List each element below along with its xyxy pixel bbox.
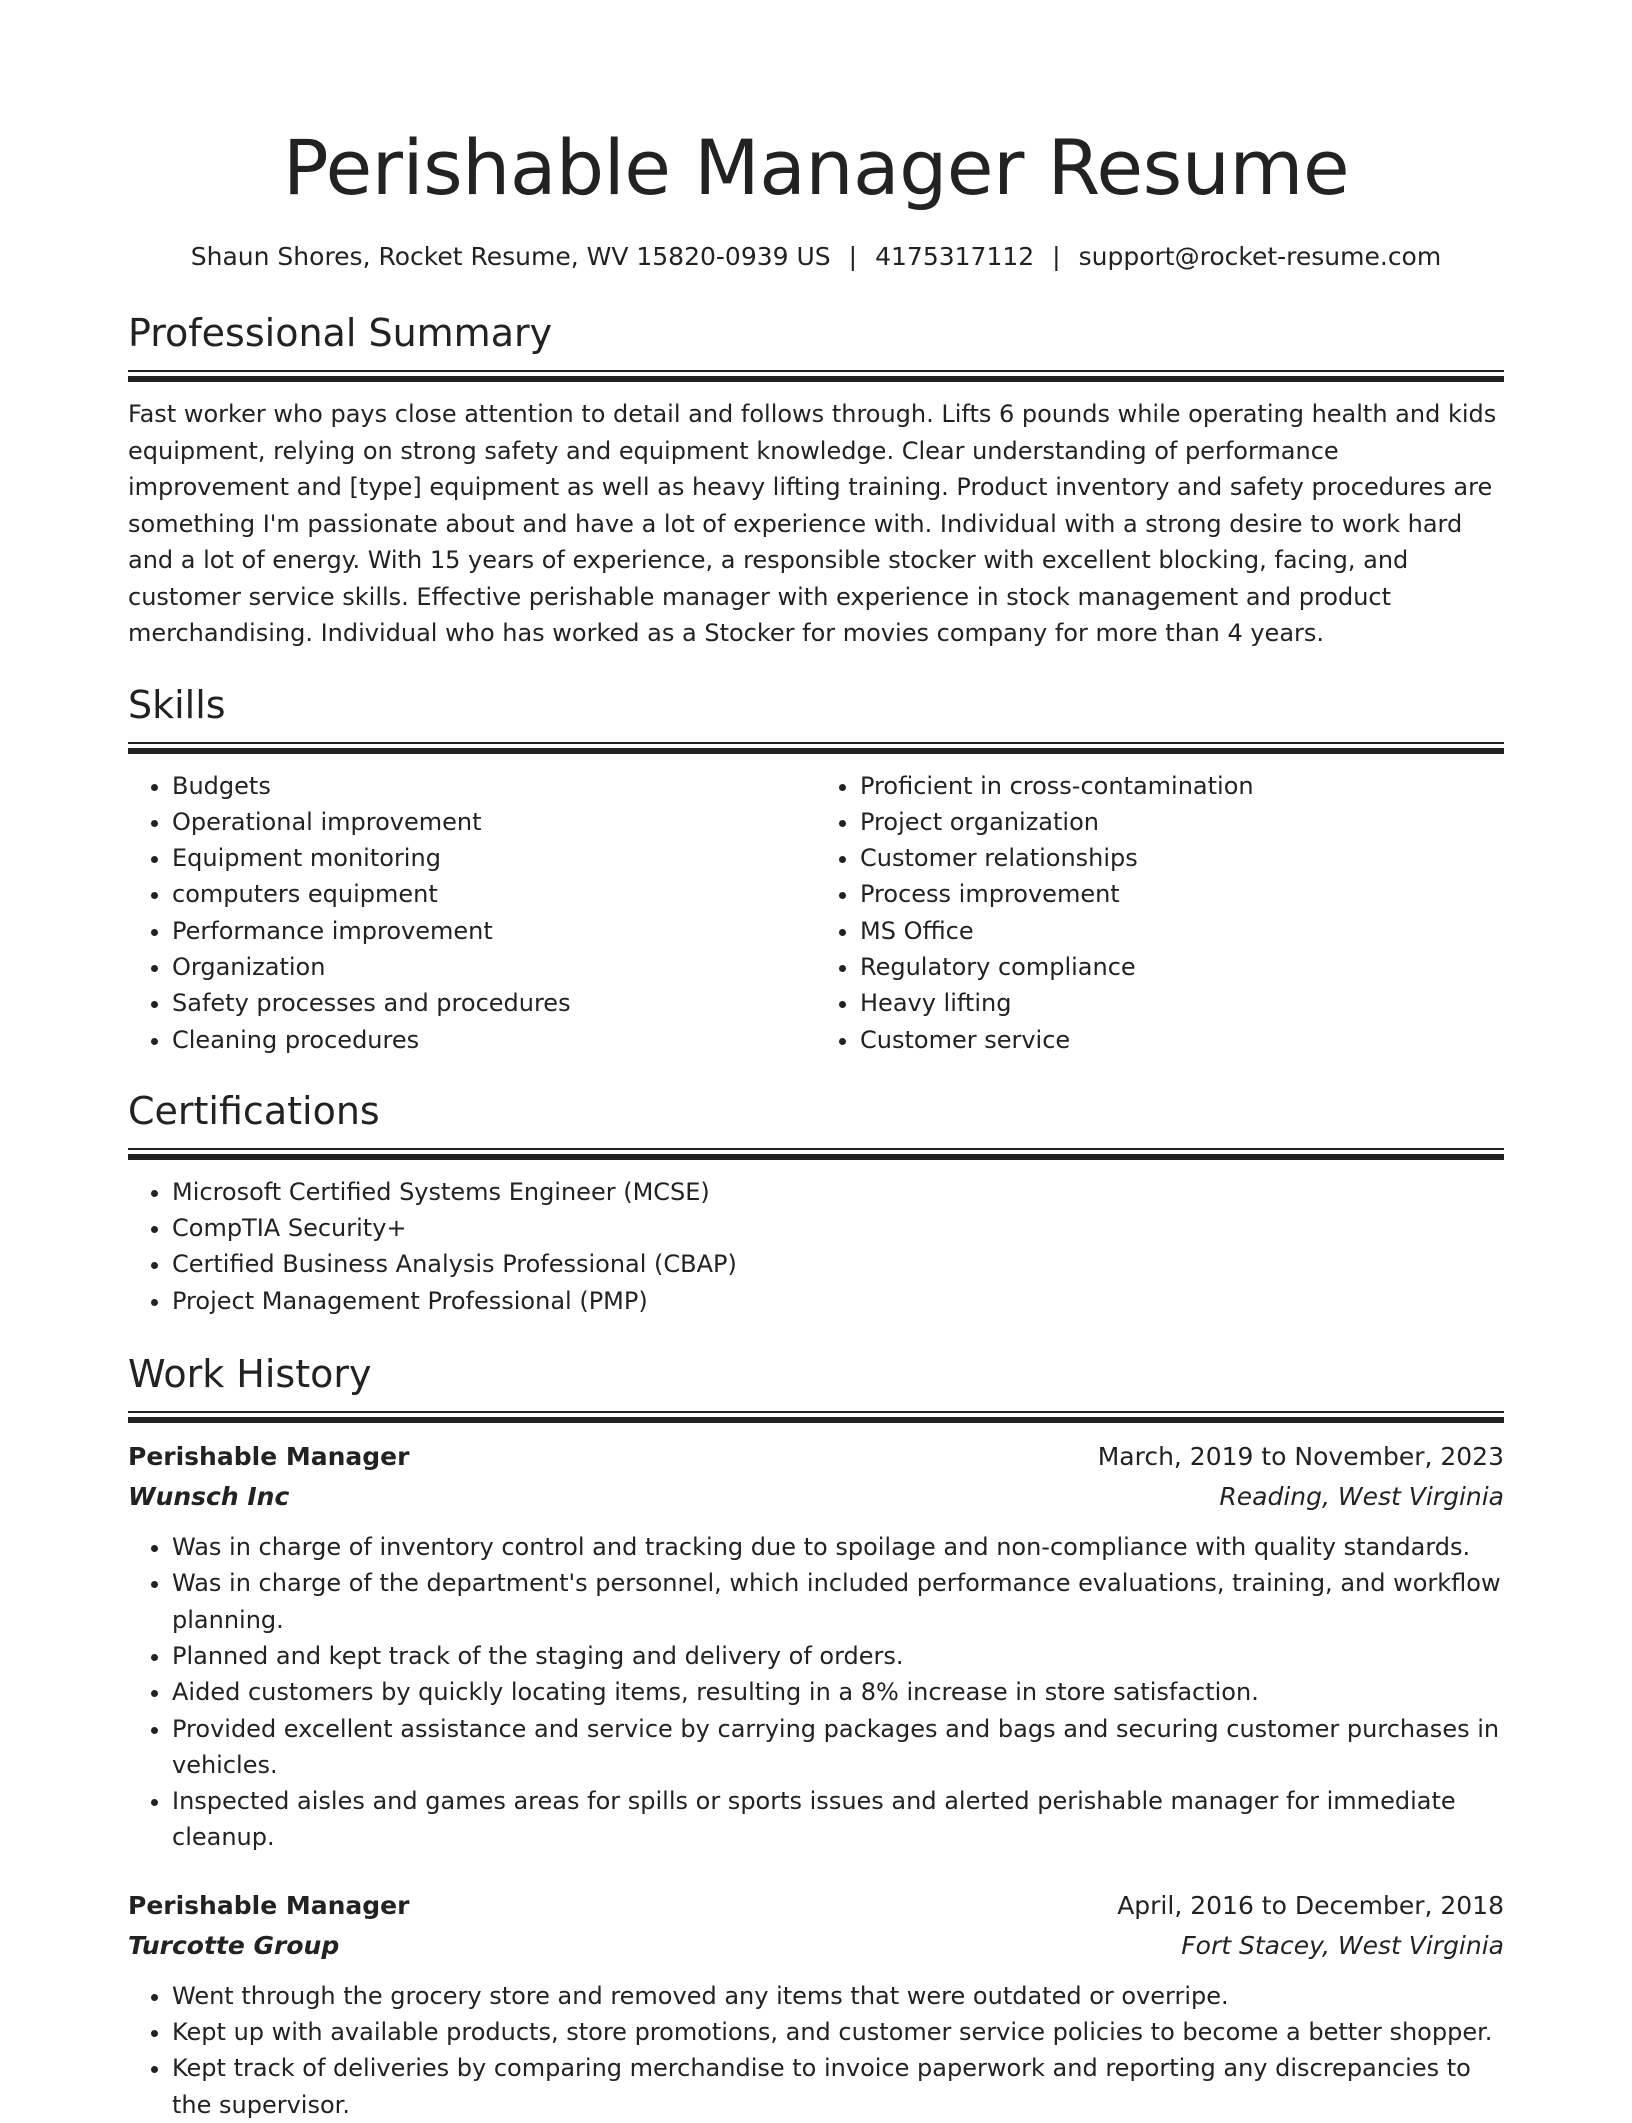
certification-item: • CompTIA Security+: [172, 1210, 1504, 1246]
skill-item: • Customer relationships: [860, 840, 1504, 876]
summary-heading: Professional Summary: [128, 311, 553, 355]
job-header: [128, 1886, 1504, 1926]
skills-heading: Skills: [128, 682, 226, 727]
certifications-list: [128, 1174, 1504, 1319]
skill-item: • Equipment monitoring: [172, 840, 816, 876]
skill-item: • Budgets: [172, 768, 816, 804]
job-duty: • Inspected aisles and games areas for spills or sports issues and alerted perishable manager for immediate cleanup.: [172, 1783, 1504, 1856]
job-subheader: [128, 1477, 1504, 1517]
skill-item: • Project organization: [860, 804, 1504, 840]
skill-item: • Customer service: [860, 1022, 1504, 1058]
certification-item: • Microsoft Certified Systems Engineer (MCSE): [172, 1174, 1504, 1210]
skill-item: • computers equipment: [172, 876, 816, 912]
job-header: [128, 1437, 1504, 1477]
job-duty: • Aided customers by quickly locating items, resulting in a 8% increase in store satisfaction.: [172, 1674, 1504, 1710]
job-title: Perishable Manager: [128, 1442, 410, 1472]
contact-address: Shaun Shores, Rocket Resume, WV 15820-0939 US: [190, 242, 831, 271]
work-history-heading: Work History: [128, 1352, 372, 1397]
job-duty: • Was in charge of inventory control and tracking due to spoilage and non-compliance with quality standards.: [172, 1529, 1504, 1565]
contact-line: [128, 240, 1504, 274]
certifications-section: [128, 1086, 1504, 1319]
section-divider: [128, 1411, 1504, 1423]
work-history-section: [128, 1349, 1504, 2123]
job-company: Turcotte Group: [128, 1930, 340, 1960]
skill-item: • Operational improvement: [172, 804, 816, 840]
job-dates: March, 2019 to November, 2023: [1097, 1442, 1504, 1472]
job-dates: April, 2016 to December, 2018: [1117, 1890, 1504, 1920]
resume-page: [128, 0, 1504, 2123]
job-duty: • Was in charge of the department's personnel, which included performance evaluations, training, and workflow planning.: [172, 1565, 1504, 1638]
summary-section: [128, 308, 1504, 652]
job-duty: • Went through the grocery store and removed any items that were outdated or overripe.: [172, 1978, 1504, 2014]
contact-separator: |: [1052, 242, 1061, 271]
job-duty: • Kept track of deliveries by comparing merchandise to invoice paperwork and reporting any discrepancies to the supervisor.: [172, 2050, 1504, 2123]
job-duties-list: [128, 1529, 1504, 1856]
skill-item: • Regulatory compliance: [860, 949, 1504, 985]
contact-separator: |: [848, 242, 858, 271]
certification-item: • Certified Business Analysis Professional (CBAP): [172, 1246, 1504, 1282]
skills-list-right: [816, 768, 1504, 1058]
job-duties-list: [128, 1978, 1504, 2123]
skills-list-left: [128, 768, 816, 1058]
skill-item: • Proficient in cross-contamination: [860, 768, 1504, 804]
skills-columns: [128, 768, 1504, 1058]
job-duty: • Kept up with available products, store promotions, and customer service policies to become a better shopper.: [172, 2014, 1504, 2050]
job-entry: [128, 1437, 1504, 1856]
section-divider: [128, 370, 1504, 382]
skill-item: • Organization: [172, 949, 816, 985]
job-location: Fort Stacey, West Virginia: [1181, 1930, 1504, 1960]
contact-email: support@rocket-resume.com: [1078, 242, 1442, 271]
skill-item: • Performance improvement: [172, 913, 816, 949]
certifications-heading: Certifications: [128, 1088, 380, 1133]
skill-item: • Process improvement: [860, 876, 1504, 912]
resume-title: Perishable Manager Resume: [282, 123, 1350, 212]
skill-item: • MS Office: [860, 913, 1504, 949]
certification-item: • Project Management Professional (PMP): [172, 1283, 1504, 1319]
skills-section: [128, 680, 1504, 1058]
skill-item: • Heavy lifting: [860, 985, 1504, 1021]
job-company: Wunsch Inc: [128, 1482, 290, 1512]
summary-text: Fast worker who pays close attention to detail and follows through. Lifts 6 pounds while operating health and kids equipment, relying on strong safety and equipment knowledge. Clear understanding of performance improvement and [type] equipment as well as heavy lifting training. Product inventory and safety procedures are something I'm passionate about and have a lot of experience with. Individual with a strong desire to work hard and a lot of energy. With 15 years of experience, a responsible stocker with excellent blocking, facing, and customer service skills. Effective perishable manager with experience in stock management and product merchandising. Individual who has worked as a Stocker for movies company for more than 4 years.: [128, 400, 1497, 647]
job-subheader: [128, 1926, 1504, 1966]
job-entry: [128, 1886, 1504, 2123]
job-duty: • Planned and kept track of the staging and delivery of orders.: [172, 1638, 1504, 1674]
contact-phone: 4175317112: [875, 242, 1035, 271]
section-divider: [128, 1148, 1504, 1160]
job-duty: • Provided excellent assistance and service by carrying packages and bags and securing customer purchases in vehicles.: [172, 1711, 1504, 1784]
skill-item: • Safety processes and procedures: [172, 985, 816, 1021]
job-title: Perishable Manager: [128, 1890, 410, 1920]
job-location: Reading, West Virginia: [1219, 1482, 1504, 1512]
skill-item: • Cleaning procedures: [172, 1022, 816, 1058]
section-divider: [128, 742, 1504, 754]
